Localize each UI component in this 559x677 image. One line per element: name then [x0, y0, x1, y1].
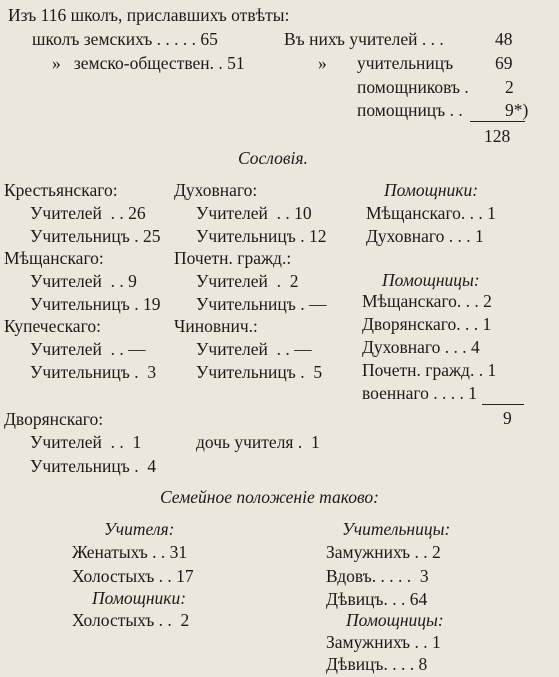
pomoshchnikov-label: помощниковъ . — [357, 77, 469, 97]
pw-poch: Почетн. гражд. . 1 — [362, 360, 497, 380]
pw-sum-rule — [482, 404, 524, 405]
pw-dvor: Дворянскаго. . . 1 — [362, 314, 492, 334]
chin-uchitelnits: Учительницъ . 5 — [196, 362, 323, 382]
pomoshchnits-label: помощницъ . . — [357, 100, 463, 120]
kup-uchitelei: Учителей . . — — [30, 339, 146, 359]
mesh-uchitelei: Учителей . . 9 — [30, 271, 137, 291]
dvor-uchitelei: Учителей . . 1 — [30, 432, 142, 452]
pomoshchniki-family-heading: Помощники: — [92, 588, 187, 608]
pw-devits: Дѣвицъ. . . . 8 — [326, 654, 428, 674]
pm-mesh: Мѣщанскаго. . . 1 — [366, 203, 496, 223]
zhenatyh: Женатыхъ . . 31 — [72, 542, 188, 562]
zemsk-schools: школъ земскихъ . . . . . 65 — [32, 29, 218, 49]
pw-dukh: Духовнаго . . . 4 — [362, 337, 480, 357]
zamuzhnih: Замужнихъ . . 2 — [326, 542, 441, 562]
v-nih-label: Въ нихъ учителей . . . — [284, 29, 444, 49]
poch-uchitelnits: Учительницъ . — — [196, 294, 327, 314]
sum-rule — [470, 121, 525, 122]
dukh-uchitelei: Учителей . . 10 — [196, 203, 312, 223]
dvor-heading: Дворянскаго: — [4, 409, 104, 429]
chin-heading: Чиновнич.: — [174, 316, 258, 336]
krest-uchitelei: Учителей . . 26 — [30, 203, 146, 223]
pomoshchnitsy-family-heading: Помощницы: — [346, 610, 444, 630]
ditto-mark: » — [318, 53, 327, 73]
uchitelya-heading: Учителя: — [104, 519, 175, 539]
doch-uchitelya: дочь учителя . 1 — [196, 432, 320, 452]
intro-line: Изъ 116 школъ, приславшихъ отвѣты: — [8, 5, 290, 25]
krest-uchitelnits: Учительницъ . 25 — [30, 226, 161, 246]
poch-uchitelei: Учителей . 2 — [196, 271, 299, 291]
pm-holostyh: Холостыхъ . . 2 — [72, 610, 190, 630]
krest-heading: Крестьянскаго: — [4, 180, 118, 200]
pw-total: 9 — [503, 408, 512, 428]
pomoshchnitsy-heading: Помощницы: — [382, 270, 480, 290]
dukh-uchitelnits: Учительницъ . 12 — [196, 226, 327, 246]
uchitelnits-label: учительницъ — [357, 53, 454, 73]
pw-mesh: Мѣщанскаго. . . 2 — [362, 291, 492, 311]
dvor-uchitelnits: Учительницъ . 4 — [30, 456, 157, 476]
devits: Дѣвицъ. . . 64 — [326, 589, 428, 609]
chin-uchitelei: Учителей . . — — [196, 339, 312, 359]
soslovia-heading: Сословія. — [238, 148, 308, 168]
kup-uchitelnits: Учительницъ . 3 — [30, 362, 157, 382]
zemsk-obsch-schools: » земско-обществен. . 51 — [52, 53, 245, 73]
holostyh: Холостыхъ . . 17 — [72, 566, 194, 586]
pm-dukh: Духовнаго . . . 1 — [366, 226, 484, 246]
poch-heading: Почетн. гражд.: — [174, 248, 292, 268]
uchitelnitsy-heading: Учительницы: — [342, 519, 451, 539]
pomoshchnits-value: 9*) — [505, 100, 529, 120]
family-heading: Семейное положеніе таково: — [160, 487, 379, 507]
kup-heading: Купеческаго: — [4, 316, 101, 336]
uchitelnits-value: 69 — [495, 53, 513, 73]
pw-voen: военнаго . . . . 1 — [362, 383, 477, 403]
pw-zamuzhnih: Замужнихъ . . 1 — [326, 632, 441, 652]
intro-total: 128 — [484, 126, 511, 146]
mesh-uchitelnits: Учительницъ . 19 — [30, 294, 161, 314]
pomoshchniki-heading: Помощники: — [384, 180, 479, 200]
pomoshchnikov-value: 2 — [505, 77, 514, 97]
dukh-heading: Духовнаго: — [174, 180, 258, 200]
v-nih-value: 48 — [495, 29, 513, 49]
vdov: Вдовъ. . . . . 3 — [326, 566, 429, 586]
mesh-heading: Мѣщанскаго: — [4, 248, 104, 268]
